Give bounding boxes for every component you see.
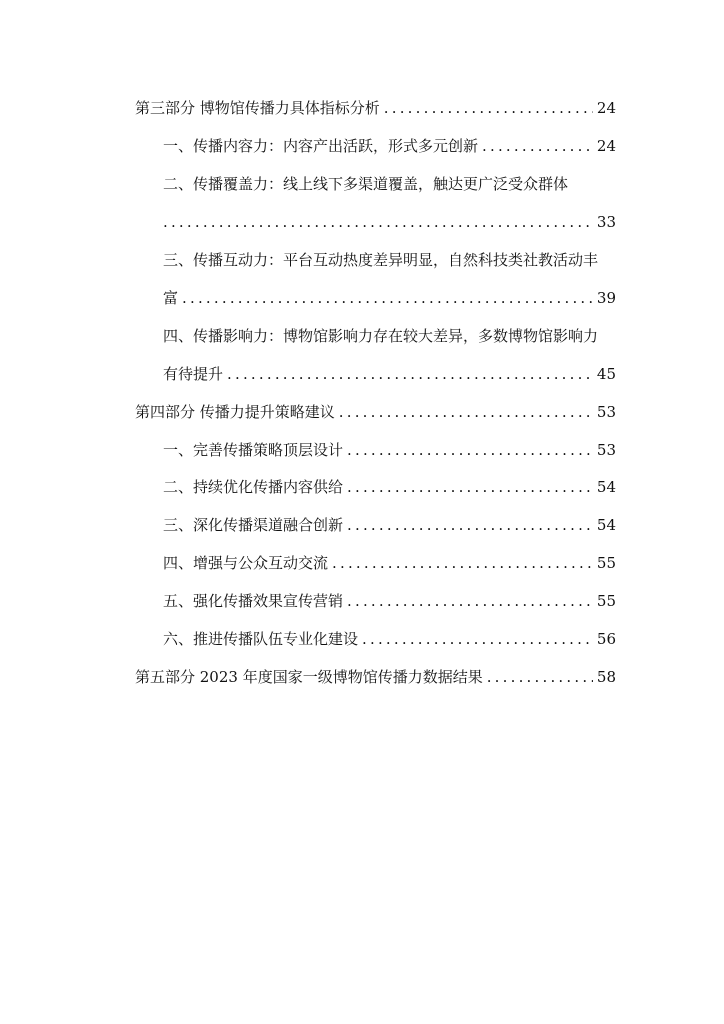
leader-dots [347,515,593,535]
toc-entry-title: 四、增强与公众互动交流 [163,554,329,572]
toc-entry-page: 24 [596,137,616,155]
toc-entry-title: 一、完善传播策略顶层设计 [163,441,344,459]
toc-entry-page: 53 [596,441,616,459]
leader-dots [347,591,593,611]
toc-entry [163,477,616,497]
leader-dots [182,288,593,308]
leader-dots [482,136,593,156]
toc-entry-title: 三、深化传播渠道融合创新 [163,516,344,534]
toc-entry-page: 54 [596,478,616,496]
toc-entry [163,515,616,535]
toc-entry [163,136,616,156]
leader-dots [384,98,593,118]
leader-dots [347,477,593,497]
leader-dots [362,629,593,649]
toc-entry [135,667,616,687]
toc-entry-page: 56 [596,630,616,648]
toc-entry-page: 58 [596,668,616,686]
toc-entry-title: 第四部分 传播力提升策略建议 [135,403,335,421]
toc-entry-page: 24 [596,99,616,117]
toc-entry-wrapped [163,174,616,194]
toc-entry-page: 54 [596,516,616,534]
leader-dots [347,440,593,460]
toc-entry-title: 五、强化传播效果宣传营销 [163,592,344,610]
toc-entry-page: 45 [596,365,616,383]
leader-dots [339,402,593,422]
toc-entry-page: 33 [596,213,616,231]
leader-dots [487,667,593,687]
leader-dots [163,212,593,232]
toc-entry-title: 二、持续优化传播内容供给 [163,478,344,496]
toc-entry-page: 55 [596,554,616,572]
toc-entry-title: 第三部分 博物馆传播力具体指标分析 [135,99,380,117]
toc-entry-continuation [163,212,616,232]
toc-entry-wrapped [163,326,616,346]
toc-entry [135,402,616,422]
toc-entry-page: 55 [596,592,616,610]
toc-entry [163,440,616,460]
toc-entry-title-line1: 四、传播影响力：博物馆影响力存在较大差异，多数博物馆影响力 [163,327,599,345]
toc-entry-title: 二、传播覆盖力：线上线下多渠道覆盖，触达更广泛受众群体 [163,175,569,193]
toc-entry-title: 一、传播内容力：内容产出活跃，形式多元创新 [163,137,479,155]
toc-entry-title-line1: 三、传播互动力：平台互动热度差异明显，自然科技类社教活动丰 [163,251,599,269]
toc-entry [163,553,616,573]
toc-entry-page: 39 [596,289,616,307]
toc-entry-title: 第五部分 2023 年度国家一级博物馆传播力数据结果 [135,668,483,686]
toc-entry-title-line2: 富 [163,289,179,307]
toc-entry-continuation [163,364,616,384]
toc-entry-page: 53 [596,403,616,421]
toc-entry-continuation [163,288,616,308]
leader-dots [227,364,593,384]
toc-entry [163,591,616,611]
toc-entry-title: 六、推进传播队伍专业化建设 [163,630,359,648]
toc-entry-wrapped [163,250,616,270]
toc-entry [163,629,616,649]
leader-dots [332,553,593,573]
toc-entry-title-line2: 有待提升 [163,365,224,383]
toc-entry [135,98,616,118]
